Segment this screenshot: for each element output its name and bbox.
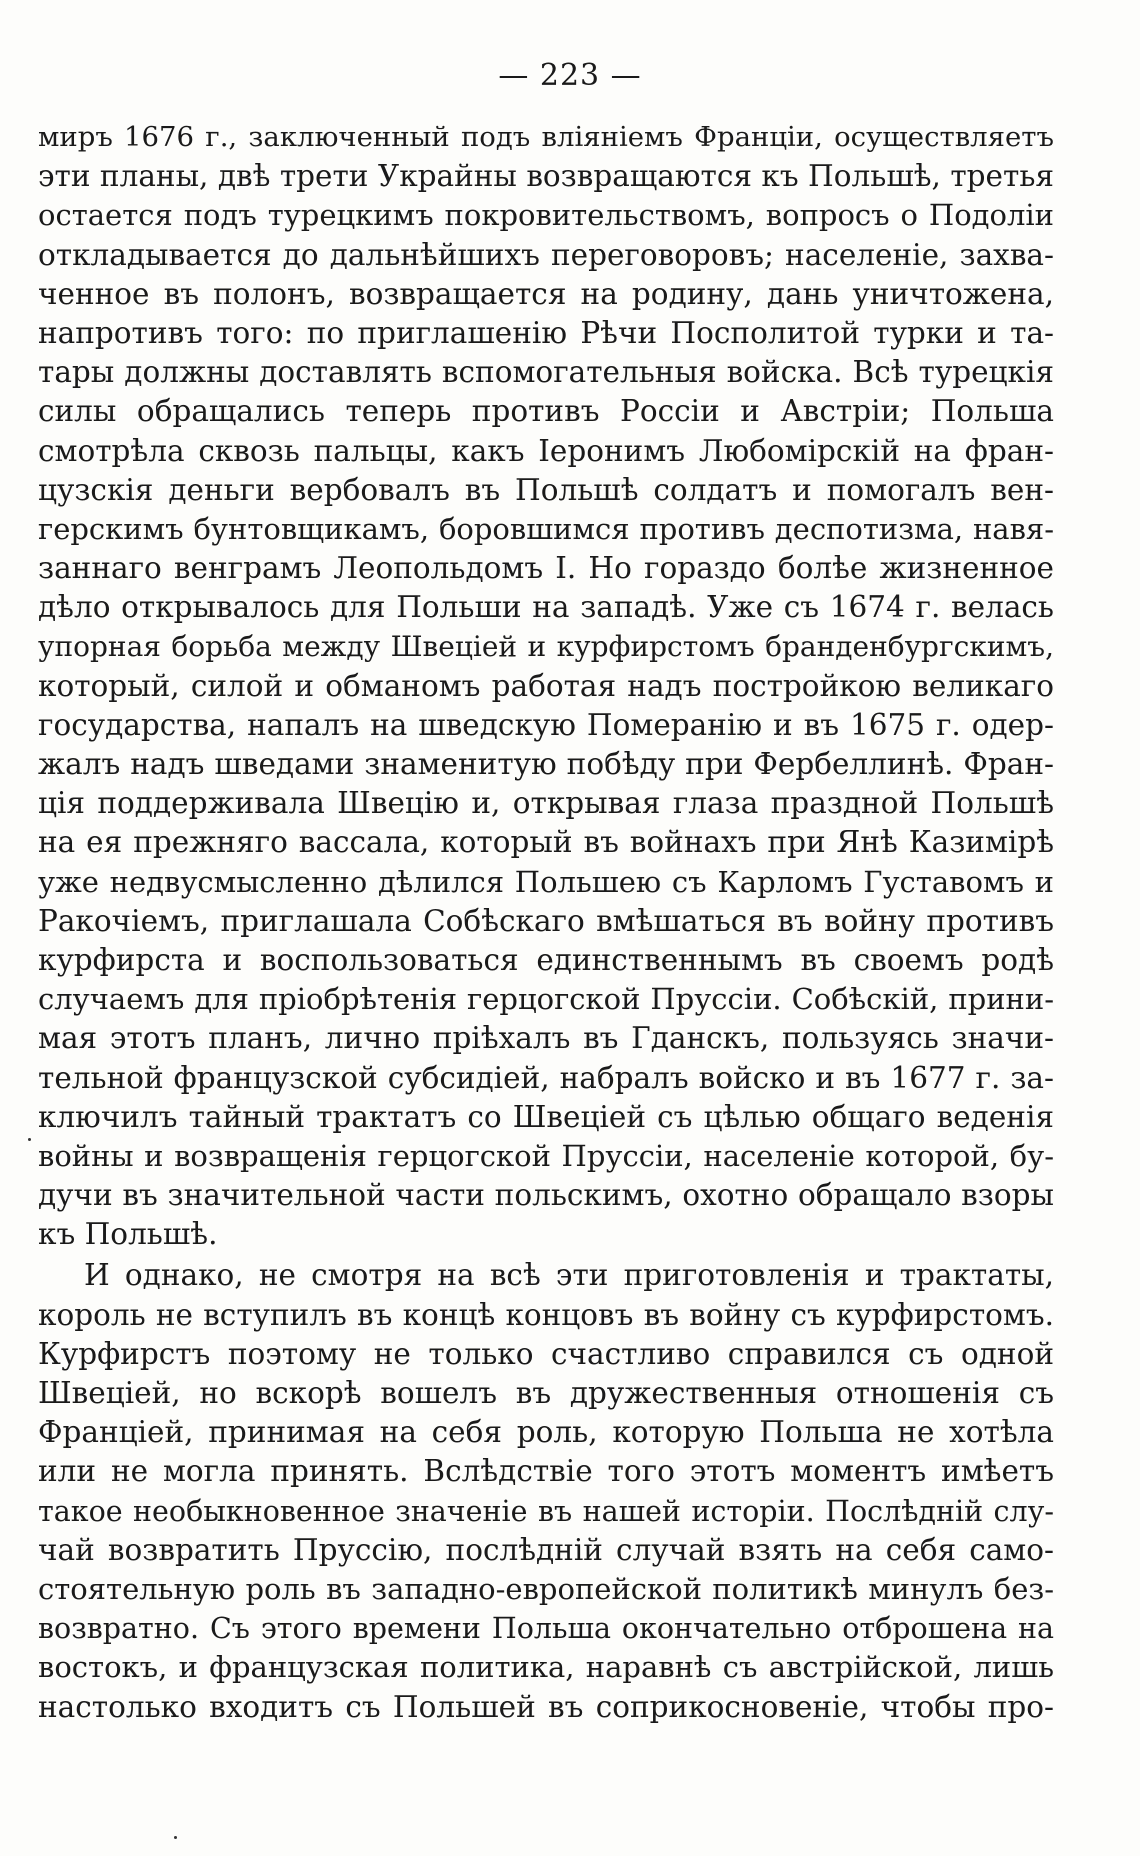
print-speck: [28, 1138, 31, 1141]
text-line: тары должны доставлять вспомогательныя войска. Всѣ турецкія: [38, 355, 1054, 390]
text-line: ключилъ тайный трактатъ со Швеціей съ цѣлью общаго веденія: [38, 1099, 1054, 1134]
text-line: цузскія деньги вербовалъ въ Польшѣ солдатъ и помогалъ вен-: [38, 472, 1054, 507]
text-line: Франціей, принимая на себя роль, которую Польша не хотѣла: [38, 1415, 1054, 1450]
text-line: миръ 1676 г., заключенный подъ вліяніемъ Франціи, осуществляетъ: [38, 121, 1054, 153]
text-line: герскимъ бунтовщикамъ, боровшимся противъ деспотизма, навя-: [38, 511, 1054, 546]
text-line: на ея прежняго вассала, который въ войнахъ при Янѣ Казимірѣ: [38, 825, 1054, 860]
text-line: мая этотъ планъ, лично пріѣхалъ въ Гданскъ, пользуясь значи-: [38, 1021, 1054, 1056]
text-line: Швеціей, но вскорѣ вошелъ въ дружественныя отношенія съ: [38, 1376, 1054, 1410]
text-line: войны и возвращенія герцогской Пруссіи, населеніе которой, бу-: [38, 1138, 1054, 1173]
text-line: силы обращались теперь противъ Россіи и Австріи; Польша: [38, 394, 1054, 429]
text-line: остается подъ турецкимъ покровительствомъ, вопросъ о Подоліи: [38, 198, 1054, 233]
text-line: ченное въ полонъ, возвращается на родину, дань уничтожена,: [38, 276, 1054, 311]
text-line: ція поддерживала Швецію и, открывая глаза праздной Польшѣ: [38, 786, 1054, 821]
text-line: курфирста и воспользоваться единственнымъ въ своемъ родѣ: [38, 942, 1054, 977]
paragraph-1: [38, 118, 1054, 1254]
text-line: настолько входитъ съ Польшей въ соприкосновеніе, чтобы про-: [38, 1689, 1054, 1724]
print-speck: [174, 1836, 177, 1839]
text-line: король не вступилъ въ концѣ концовъ въ войну съ курфирстомъ.: [38, 1297, 1054, 1332]
text-line: дучи въ значительной части польскимъ, охотно обращало взоры: [38, 1178, 1054, 1213]
text-line: заннаго венграмъ Леопольдомъ І. Но гораздо болѣе жизненное: [38, 551, 1054, 586]
text-line: тельной французской субсидіей, набралъ войско и въ 1677 г. за-: [38, 1060, 1054, 1095]
text-line: случаемъ для пріобрѣтенія герцогской Пруссіи. Собѣскій, прини-: [38, 982, 1054, 1017]
text-line: или не могла принять. Вслѣдствіе того этотъ моментъ имѣетъ: [38, 1454, 1054, 1489]
text-line: И однако, не смотря на всѣ эти приготовленія и трактаты,: [84, 1258, 1054, 1293]
text-line: смотрѣла сквозь пальцы, какъ Іеронимъ Любомірскій на фран-: [38, 433, 1054, 468]
text-line: упорная борьба между Швеціей и курфирстомъ бранденбургскимъ,: [38, 630, 1054, 664]
text-line: государства, напалъ на шведскую Померанію и въ 1675 г. одер-: [38, 707, 1054, 742]
text-line: Ракочіемъ, приглашала Собѣскаго вмѣшаться въ войну противъ: [38, 903, 1054, 938]
text-line: жалъ надъ шведами знаменитую побѣду при Фербеллинѣ. Фран-: [38, 747, 1054, 781]
text-line: стоятельную роль въ западно-европейской политикѣ минулъ без-: [38, 1571, 1054, 1606]
paragraph-2: [38, 1256, 1054, 1726]
text-line: востокъ, и французская политика, наравнѣ съ австрійской, лишь: [38, 1650, 1054, 1685]
text-line: напротивъ того: по приглашенію Рѣчи Посполитой турки и та-: [38, 315, 1054, 350]
text-line: уже недвусмысленно дѣлился Польшею съ Карломъ Густавомъ и: [38, 864, 1054, 899]
text-line: чай возвратить Пруссію, послѣдній случай взять на себя само-: [38, 1532, 1054, 1567]
text-line: который, силой и обманомъ работая надъ постройкою великаго: [38, 668, 1054, 703]
body-text: [38, 118, 1054, 1727]
text-line: дѣло открывалось для Польши на западѣ. Уже съ 1674 г. велась: [38, 590, 1054, 625]
text-line: къ Польшѣ.: [38, 1217, 218, 1252]
text-line: эти планы, двѣ трети Украйны возвращаются къ Польшѣ, третья: [38, 159, 1054, 194]
text-line: Курфирстъ поэтому не только счастливо справился съ одной: [38, 1336, 1054, 1371]
page-number: — 223 —: [498, 58, 642, 93]
text-line: такое необыкновенное значеніе въ нашей исторіи. Послѣдній слу-: [38, 1494, 1054, 1528]
text-line: возвратно. Съ этого времени Польша окончательно отброшена на: [38, 1612, 1054, 1646]
text-line: откладывается до дальнѣйшихъ переговоровъ; населеніе, захва-: [38, 237, 1054, 272]
